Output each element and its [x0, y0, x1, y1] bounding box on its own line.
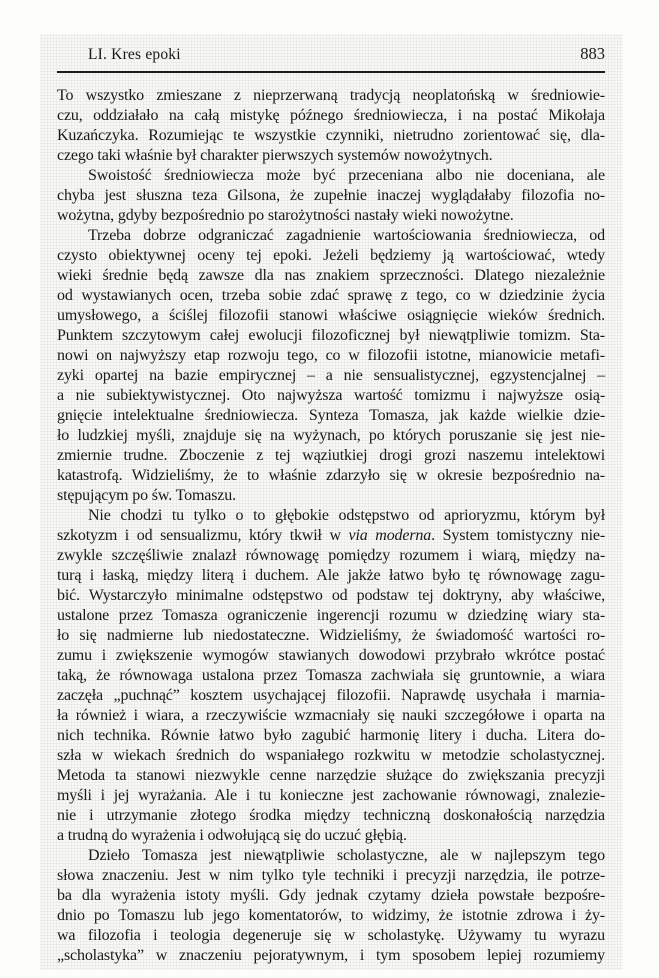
text-line: wieki średnie będą zawsze dla nas znakiem sprzeczności. Dlatego niezależnie	[57, 267, 605, 284]
text-line: wożytna, gdyby bezpośrednio po starożytności nastały wieki nowożytne.	[57, 207, 514, 224]
text-line: dnio po Tomaszu lub jego komentatorów, to widzimy, że istotnie zdrowa i ży-	[57, 907, 605, 924]
text-line: turą i łaską, między literą i duchem. Ale jakże łatwo było tę równowagę zagu-	[57, 567, 605, 584]
paragraph	[57, 226, 605, 506]
chapter-running-title: LI. Kres epoki	[88, 46, 181, 63]
text-line: zwykle szczęśliwie znalazł równowagę pomiędzy rozumem i wiarą, między na-	[57, 547, 605, 564]
text-line: Kuzańczyka. Rozumiejąc te wszystkie czynniki, nietrudno zorientować się, dla-	[57, 127, 605, 144]
text-line: nowi on najwyższy etap rozwoju tego, co w filozofii istotne, mianowicie metafi-	[57, 347, 605, 364]
text-line: chyba jest słuszna teza Gilsona, że zupełnie inaczej wyglądałaby filozofia no-	[57, 187, 605, 204]
text-line: umysłowego, a ściślej filozofii stanowi właściwe osiągnięcie wieków średnich.	[57, 307, 605, 324]
text-line: Metoda ta stanowi niezwykle cenne narzędzie służące do zwiększania precyzji	[57, 767, 605, 784]
text-line: zmiernie trudne. Zboczenie z tej wąziutkiej drogi grozi naszemu intelektowi	[57, 447, 605, 464]
text-line: czego taki właśnie był charakter pierwszych systemów nowożytnych.	[57, 147, 493, 164]
text-line: szła w wiekach średnich do wspaniałego rozkwitu w metodzie scholastycznej.	[57, 747, 605, 764]
page-text	[57, 86, 605, 966]
text-line: To wszystko zmieszane z nieprzerwaną tradycją neoplatońską w średniowie-	[57, 87, 605, 104]
text-line: Dzieło Tomasza jest niewątpliwie scholastyczne, ale w najlepszym tego	[88, 847, 605, 864]
text-line: Swoistość średniowiecza może być przeceniana albo nie doceniana, ale	[88, 167, 605, 184]
text-line: ło się nadmierne lub niedostateczne. Widzieliśmy, że świadomość wartości ro-	[57, 627, 605, 644]
text-line: a nie subiektywistycznej. Oto najwyższa wartość tomizmu i najwyższe osią-	[57, 387, 605, 404]
text-line: nie i utrzymanie złotego środka między techniczną doskonałością narzędzia	[57, 807, 605, 824]
text-line: słowa znaczeniu. Jest w nim tylko tyle techniki i precyzji narzędzia, ile potrze-	[57, 867, 605, 884]
page-number: 883	[580, 44, 605, 63]
text-line: „scholastyka” w znaczeniu pejoratywnym, i tym sposobem lepiej rozumiemy	[57, 947, 605, 964]
paragraph	[57, 846, 605, 966]
paragraph	[57, 86, 605, 166]
text-line: wa filozofia i teologia degeneruje się w scholastykę. Używamy tu wyrazu	[57, 927, 605, 944]
text-line: stępującym po św. Tomaszu.	[57, 487, 236, 504]
text-line: bić. Wystarczyło minimalne odstępstwo od podstaw tej doktryny, aby właściwe,	[57, 587, 605, 604]
running-header	[57, 44, 605, 64]
text-line: taką, że równowaga ustalona przez Tomasza zachwiała się gruntownie, a wiara	[57, 667, 605, 684]
text-line: myśli i jej wyrażania. Ale i tu konieczne jest zachowanie równowagi, znalezie-	[57, 787, 605, 804]
text-segment: szkotyzm i od sensualizmu, który tkwił w	[57, 527, 349, 544]
paragraph	[57, 166, 605, 226]
paragraph	[57, 506, 605, 846]
text-line: ła również i wiara, a rzeczywiście wzmacniały się nauki szczegółowe i oparta na	[57, 707, 605, 724]
text-line: od wystawianych ocen, trzeba sobie zdać sprawę z tego, co w dziedzinie życia	[57, 287, 605, 304]
text-line: zaczęła „puchnąć” kosztem usychającej filozofii. Naprawdę usychała i marnia-	[57, 687, 605, 704]
text-line: Punktem szczytowym całej ewolucji filozoficznej był niewątpliwie tomizm. Sta-	[57, 327, 605, 344]
text-line: czu, oddziałało na całą mistykę późnego średniowiecza, i na postać Mikołaja	[57, 107, 605, 124]
latin-phrase: via moderna	[348, 527, 432, 544]
text-segment: . System tomistyczny nie-	[431, 527, 605, 544]
text-line: a trudną do wyrażenia i odwołującą się do uczuć głębią.	[57, 827, 407, 844]
text-line: nich technika. Równie łatwo było zagubić harmonię litery i ducha. Litera do-	[57, 727, 605, 744]
text-line: Trzeba dobrze odgraniczać zagadnienie wartościowania średniowiecza, od	[88, 227, 605, 244]
header-rule	[57, 71, 605, 73]
text-line	[57, 526, 605, 546]
text-line: ustalone przez Tomasza ograniczenie ingerencji rozumu w dziedzinę wiary sta-	[57, 607, 605, 624]
text-line: czysto obiektywnej oceny tej epoki. Jeżeli będziemy ją wartościować, wtedy	[57, 247, 605, 264]
text-line: ba dla wyrażenia istoty myśli. Gdy jednak czytamy dzieła powstałe bezpośre-	[57, 887, 605, 904]
text-line: zumu i zwiększenie wymogów stawianych dowodowi przybrało wkrótce postać	[57, 647, 605, 664]
text-line: katastrofą. Widzieliśmy, że to właśnie zdarzyło się w okresie bezpośrednio na-	[57, 467, 605, 484]
text-line: ło ludzkiej myśli, znajduje się na wyżynach, po których poruszanie się jest nie-	[57, 427, 605, 444]
text-line: gnięcie intelektualne średniowiecza. Synteza Tomasza, jak każde wielkie dzie-	[57, 407, 605, 424]
text-line: Nie chodzi tu tylko o to głębokie odstępstwo od aprioryzmu, którym był	[88, 507, 605, 524]
text-line: zyki opartej na bazie empirycznej – a nie sensualistycznej, egzystencjalnej –	[57, 367, 605, 384]
page-content	[57, 44, 605, 966]
